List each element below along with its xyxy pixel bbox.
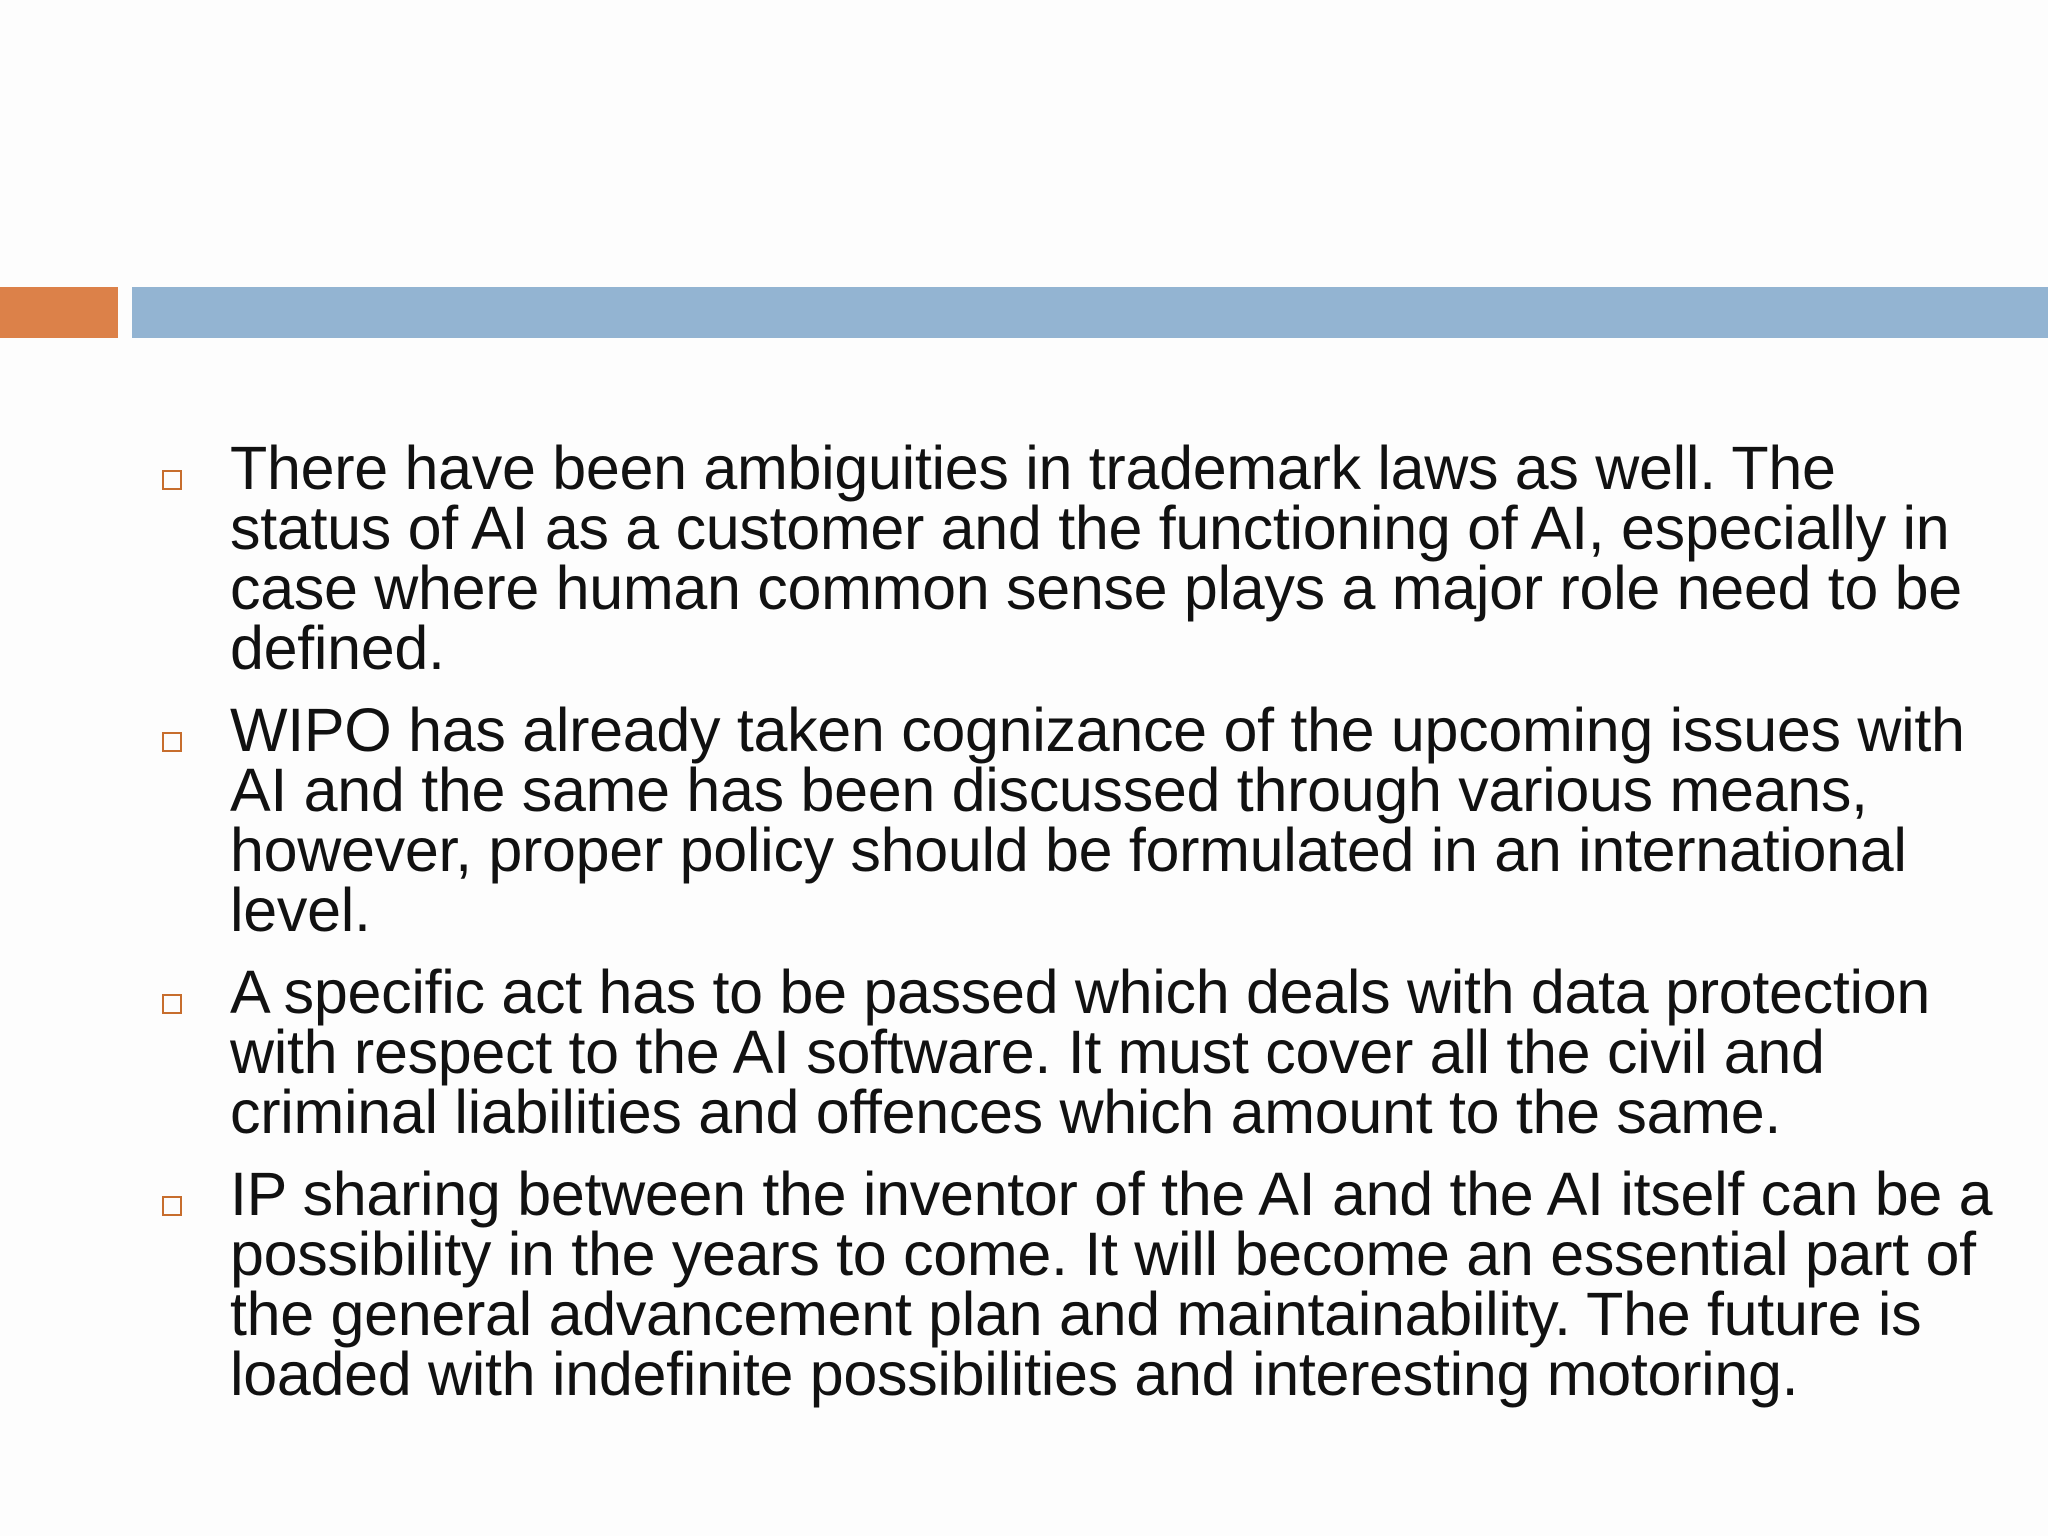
header-accent-blue-bar (132, 287, 2048, 338)
bullet-item (0, 696, 2048, 944)
bullet-list (0, 434, 2048, 1426)
header-accent-orange-bar (0, 287, 118, 338)
hollow-square-icon (162, 1196, 182, 1216)
bullet-text: A specific act has to be passed which deals with data protection with respect to the AI software. It must cover all the civil and criminal liabilities and offences which amount to the same. (230, 958, 1930, 1146)
hollow-square-icon (162, 470, 182, 490)
bullet-text: There have been ambiguities in trademark laws as well. The status of AI as a customer and the functioning of AI, especially in case where human common sense plays a major role need to be defined. (230, 434, 1962, 682)
hollow-square-icon (162, 732, 182, 752)
bullet-item (0, 958, 2048, 1146)
bullet-text: IP sharing between the inventor of the AI and the AI itself can be a possibility in the years to come. It will become an essential part of the general advancement plan and maintainability. The future is loaded with indefinite possibilities and interesting motoring. (230, 1160, 1993, 1408)
bullet-item (0, 1160, 2048, 1408)
hollow-square-icon (162, 994, 182, 1014)
bullet-item (0, 434, 2048, 682)
bullet-text: WIPO has already taken cognizance of the upcoming issues with AI and the same has been discussed through various means, however, proper policy should be formulated in an international level. (230, 696, 1965, 944)
